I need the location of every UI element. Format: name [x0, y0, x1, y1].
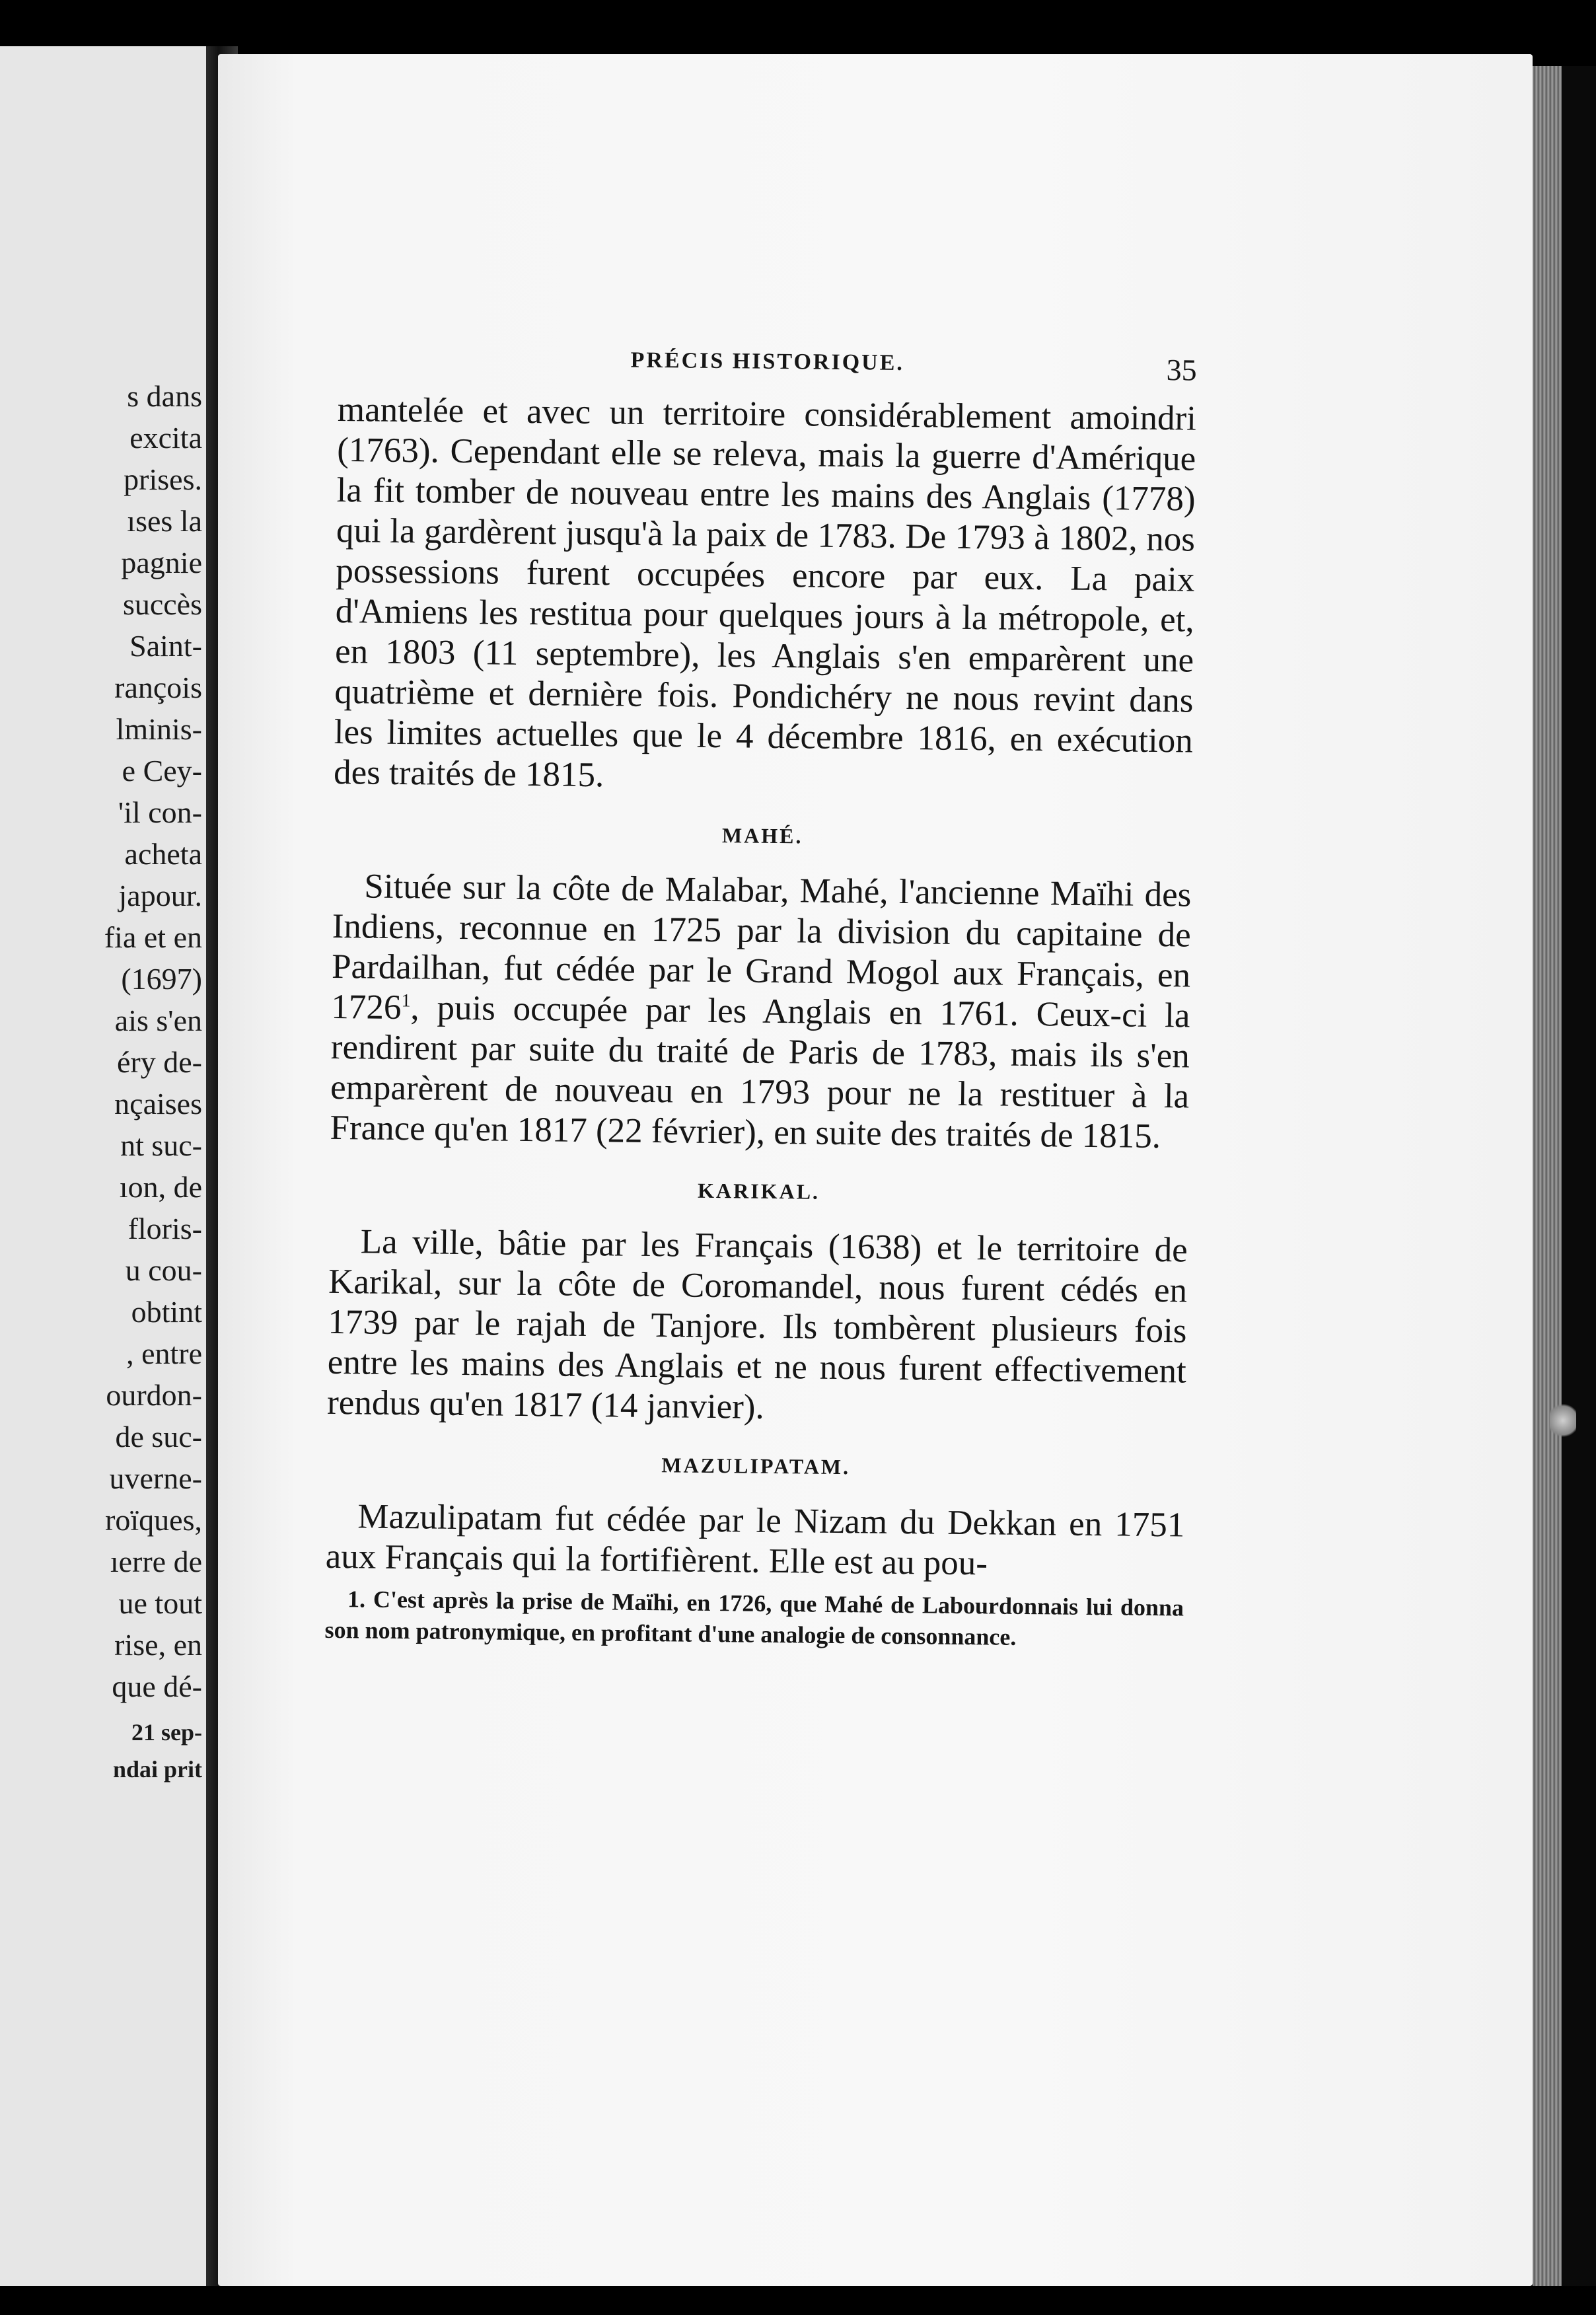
spacer	[0, 1707, 202, 1714]
left-page-line: fia et en	[104, 920, 202, 954]
scan-border	[1562, 66, 1596, 2286]
mahe-paragraph	[330, 866, 1191, 1158]
left-page-footnote-line: 21 sep-	[131, 1719, 202, 1745]
left-page-line: floris-	[127, 1212, 202, 1245]
section-heading-karikal: KARIKAL.	[697, 1178, 820, 1204]
page-edges	[1533, 66, 1562, 2286]
left-page-line: ıses la	[127, 504, 202, 538]
mahe-text-start: Située sur la côte de Malabar, Mahé, l'ancienne Maïhi des Indiens, reconnue en 1725 par la division du capitaine de Pardailhan, fut cédée par le Grand Mogol aux Français, en 1726	[331, 867, 1192, 1027]
left-page-line: obtint	[131, 1295, 202, 1329]
left-page-line: ıerre de	[110, 1545, 202, 1578]
left-page-line: japour.	[118, 879, 202, 912]
page-text-block	[324, 344, 1197, 1679]
left-page-line: ıon, de	[119, 1170, 202, 1204]
left-page-line: lminis-	[116, 712, 202, 746]
left-page-line: (1697)	[121, 962, 202, 996]
left-page-line: , entre	[126, 1337, 202, 1370]
left-page-line: nt suc-	[120, 1128, 202, 1162]
mahe-text-end: , puis occupée par les Anglais en 1761. Ceux-ci la rendirent par suite du traité de Paris de 1783, mais ils s'en emparèrent de nouveau en 1793 pour ne la restituer à la France qu'en 1817 (22 février), en suite des traités de 1815.	[330, 988, 1190, 1156]
left-page-line: succès	[122, 587, 202, 621]
section-heading-mahe: MAHÉ.	[721, 823, 803, 848]
section-heading-mazulipatam: MAZULIPATAM.	[661, 1453, 851, 1479]
left-page-line: roïques,	[105, 1503, 202, 1537]
left-page-line: éry de-	[117, 1045, 202, 1079]
left-page-line: u cou-	[125, 1253, 202, 1287]
intro-paragraph: mantelée et avec un territoire considérablement amoindri (1763). Cependant elle se releva, mais la guerre d'Amérique la fit tomber de nouveau entre les mains des Anglais (1778) qui la gardèrent jusqu'à la paix de 1783. De 1793 à 1802, nos possessions furent occupées encore par eux. La paix d'Amiens les restitua pour quelques jours à la métropole, et, en 1803 (11 septembre), les Anglais s'en emparèrent une quatrième et dernière fois. Pondichéry ne nous revint dans les limites actuelles que le 4 décembre 1816, en exécution des traités de 1815.	[333, 390, 1197, 795]
left-page-line: uverne-	[109, 1461, 202, 1495]
footnote: 1. C'est après la prise de Maïhi, en 1726, que Mahé de Labourdonnais lui donna son nom patronymique, en profitant d'une analogie de consonnance.	[324, 1586, 1184, 1650]
left-page-line: rançois	[114, 671, 202, 704]
running-head-title: PRÉCIS HISTORIQUE.	[630, 348, 905, 375]
left-facing-page	[0, 46, 206, 2286]
left-page-line: acheta	[124, 837, 202, 871]
left-page-line: s dans	[127, 379, 202, 413]
left-page-text-fragments	[0, 375, 202, 1788]
left-page-line: de suc-	[115, 1420, 202, 1453]
left-page-line: prises.	[124, 462, 202, 496]
left-page-line: ourdon-	[106, 1378, 202, 1412]
left-page-line: pagnie	[121, 546, 202, 579]
clip-mark	[1550, 1401, 1576, 1440]
left-page-footnote-line: ndai prit	[112, 1756, 202, 1782]
page-number: 35	[1166, 353, 1197, 387]
left-page-line: e Cey-	[122, 754, 202, 788]
left-page-line: 'il con-	[118, 795, 202, 829]
mazulipatam-paragraph: Mazulipatam fut cédée par le Nizam du Dekkan en 1751 aux Français qui la fortifièrent. Elle est au pou-	[325, 1497, 1185, 1583]
footnote-reference: 1	[401, 990, 411, 1011]
karikal-paragraph: La ville, bâtie par les Français (1638) et le territoire de Karikal, sur la côte de Coromandel, nous furent cédés en 1739 par le rajah de Tanjore. Ils tombèrent plusieurs fois entre les mains des Anglais et ne nous furent effectivement rendus qu'en 1817 (14 janvier).	[326, 1222, 1188, 1426]
left-page-line: ue tout	[118, 1586, 202, 1620]
left-page-line: Saint-	[129, 629, 202, 663]
left-page-line: rise, en	[114, 1628, 202, 1662]
running-head	[338, 344, 1197, 399]
left-page-line: nçaises	[114, 1087, 202, 1121]
left-page-line: ais s'en	[114, 1004, 202, 1037]
left-page-line: que dé-	[112, 1670, 202, 1703]
left-page-line: excita	[129, 421, 202, 455]
